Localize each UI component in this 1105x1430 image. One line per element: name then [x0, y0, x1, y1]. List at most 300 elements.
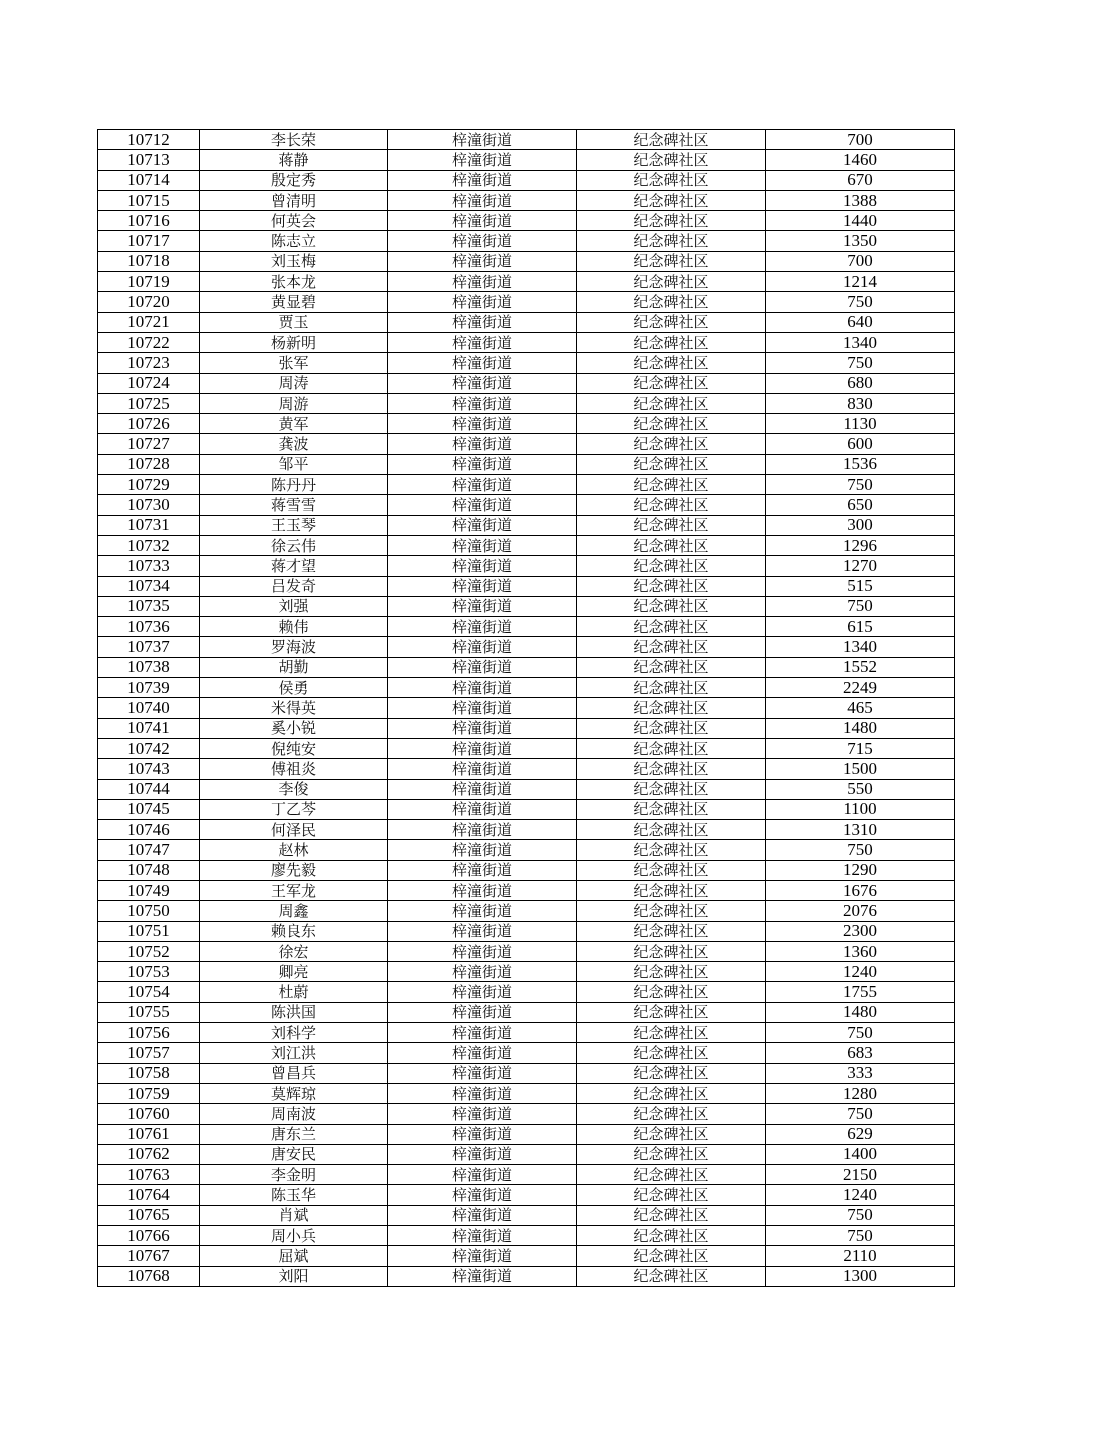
cell-community: 纪念碑社区: [577, 332, 766, 352]
cell-name: 张本龙: [200, 272, 388, 292]
cell-amount: 683: [766, 1043, 955, 1063]
cell-name: 王玉琴: [200, 515, 388, 535]
cell-street: 梓潼街道: [388, 211, 577, 231]
table-row: [98, 962, 955, 982]
cell-name: 徐云伟: [200, 535, 388, 555]
cell-street: 梓潼街道: [388, 962, 577, 982]
table-row: [98, 840, 955, 860]
cell-name: 刘强: [200, 596, 388, 616]
cell-name: 卿亮: [200, 962, 388, 982]
cell-community: 纪念碑社区: [577, 251, 766, 271]
cell-name: 蒋才望: [200, 556, 388, 576]
cell-id: 10767: [98, 1246, 200, 1266]
cell-street: 梓潼街道: [388, 738, 577, 758]
cell-community: 纪念碑社区: [577, 130, 766, 150]
cell-name: 黄军: [200, 414, 388, 434]
cell-community: 纪念碑社区: [577, 373, 766, 393]
cell-community: 纪念碑社区: [577, 820, 766, 840]
cell-community: 纪念碑社区: [577, 170, 766, 190]
cell-street: 梓潼街道: [388, 556, 577, 576]
cell-name: 陈丹丹: [200, 475, 388, 495]
cell-community: 纪念碑社区: [577, 414, 766, 434]
cell-name: 周游: [200, 393, 388, 413]
cell-amount: 1350: [766, 231, 955, 251]
cell-street: 梓潼街道: [388, 901, 577, 921]
cell-id: 10716: [98, 211, 200, 231]
cell-name: 刘科学: [200, 1023, 388, 1043]
cell-amount: 1340: [766, 637, 955, 657]
cell-id: 10722: [98, 332, 200, 352]
cell-name: 赖良东: [200, 921, 388, 941]
cell-amount: 1340: [766, 332, 955, 352]
cell-amount: 1296: [766, 535, 955, 555]
cell-community: 纪念碑社区: [577, 962, 766, 982]
cell-community: 纪念碑社区: [577, 698, 766, 718]
cell-name: 李长荣: [200, 130, 388, 150]
cell-name: 曾清明: [200, 190, 388, 210]
cell-community: 纪念碑社区: [577, 1246, 766, 1266]
cell-street: 梓潼街道: [388, 332, 577, 352]
cell-street: 梓潼街道: [388, 759, 577, 779]
cell-id: 10747: [98, 840, 200, 860]
cell-street: 梓潼街道: [388, 840, 577, 860]
cell-community: 纪念碑社区: [577, 1266, 766, 1286]
cell-community: 纪念碑社区: [577, 272, 766, 292]
cell-amount: 1552: [766, 657, 955, 677]
cell-community: 纪念碑社区: [577, 596, 766, 616]
table-row: [98, 860, 955, 880]
cell-street: 梓潼街道: [388, 495, 577, 515]
cell-amount: 1130: [766, 414, 955, 434]
cell-community: 纪念碑社区: [577, 678, 766, 698]
cell-street: 梓潼街道: [388, 1185, 577, 1205]
table-row: [98, 718, 955, 738]
cell-street: 梓潼街道: [388, 880, 577, 900]
cell-name: 莫辉琼: [200, 1083, 388, 1103]
cell-name: 杜蔚: [200, 982, 388, 1002]
table-row: [98, 475, 955, 495]
table-row: [98, 1104, 955, 1124]
table-row: [98, 211, 955, 231]
table-row: [98, 1083, 955, 1103]
cell-community: 纪念碑社区: [577, 799, 766, 819]
table-row: [98, 901, 955, 921]
cell-name: 李俊: [200, 779, 388, 799]
table-row: [98, 678, 955, 698]
cell-amount: 650: [766, 495, 955, 515]
cell-name: 杨新明: [200, 332, 388, 352]
cell-id: 10764: [98, 1185, 200, 1205]
cell-amount: 465: [766, 698, 955, 718]
cell-name: 米得英: [200, 698, 388, 718]
cell-id: 10762: [98, 1144, 200, 1164]
cell-name: 奚小锐: [200, 718, 388, 738]
cell-street: 梓潼街道: [388, 596, 577, 616]
table-row: [98, 190, 955, 210]
cell-amount: 1310: [766, 820, 955, 840]
cell-community: 纪念碑社区: [577, 718, 766, 738]
cell-name: 周南波: [200, 1104, 388, 1124]
cell-community: 纪念碑社区: [577, 454, 766, 474]
cell-amount: 1280: [766, 1083, 955, 1103]
table-row: [98, 393, 955, 413]
cell-amount: 1388: [766, 190, 955, 210]
cell-id: 10718: [98, 251, 200, 271]
cell-amount: 2150: [766, 1165, 955, 1185]
cell-name: 周涛: [200, 373, 388, 393]
cell-id: 10712: [98, 130, 200, 150]
cell-community: 纪念碑社区: [577, 860, 766, 880]
table-row: [98, 373, 955, 393]
cell-amount: 2300: [766, 921, 955, 941]
cell-id: 10748: [98, 860, 200, 880]
cell-amount: 600: [766, 434, 955, 454]
cell-name: 李金明: [200, 1165, 388, 1185]
cell-amount: 700: [766, 251, 955, 271]
cell-street: 梓潼街道: [388, 150, 577, 170]
cell-amount: 1240: [766, 962, 955, 982]
table-row: [98, 1043, 955, 1063]
cell-community: 纪念碑社区: [577, 535, 766, 555]
table-row: [98, 698, 955, 718]
table-row: [98, 921, 955, 941]
cell-community: 纪念碑社区: [577, 1144, 766, 1164]
cell-id: 10763: [98, 1165, 200, 1185]
cell-amount: 300: [766, 515, 955, 535]
cell-id: 10732: [98, 535, 200, 555]
data-table: [97, 129, 955, 1287]
cell-id: 10713: [98, 150, 200, 170]
cell-name: 赖伟: [200, 617, 388, 637]
cell-id: 10751: [98, 921, 200, 941]
cell-id: 10746: [98, 820, 200, 840]
cell-id: 10721: [98, 312, 200, 332]
cell-name: 吕发奇: [200, 576, 388, 596]
cell-id: 10733: [98, 556, 200, 576]
table-row: [98, 617, 955, 637]
cell-community: 纪念碑社区: [577, 495, 766, 515]
cell-name: 肖斌: [200, 1205, 388, 1225]
table-body: [98, 130, 955, 1287]
cell-amount: 1480: [766, 1002, 955, 1022]
cell-id: 10752: [98, 941, 200, 961]
cell-id: 10750: [98, 901, 200, 921]
cell-name: 曾昌兵: [200, 1063, 388, 1083]
cell-street: 梓潼街道: [388, 820, 577, 840]
cell-amount: 1500: [766, 759, 955, 779]
table-row: [98, 941, 955, 961]
cell-id: 10724: [98, 373, 200, 393]
table-row: [98, 292, 955, 312]
cell-id: 10727: [98, 434, 200, 454]
cell-amount: 1290: [766, 860, 955, 880]
cell-id: 10742: [98, 738, 200, 758]
cell-id: 10757: [98, 1043, 200, 1063]
cell-street: 梓潼街道: [388, 1124, 577, 1144]
table-row: [98, 130, 955, 150]
cell-community: 纪念碑社区: [577, 1185, 766, 1205]
cell-name: 傅祖炎: [200, 759, 388, 779]
cell-street: 梓潼街道: [388, 1063, 577, 1083]
table-row: [98, 576, 955, 596]
cell-name: 侯勇: [200, 678, 388, 698]
table-row: [98, 231, 955, 251]
table-row: [98, 1124, 955, 1144]
cell-community: 纪念碑社区: [577, 779, 766, 799]
table-row: [98, 515, 955, 535]
cell-community: 纪念碑社区: [577, 1124, 766, 1144]
cell-street: 梓潼街道: [388, 1002, 577, 1022]
cell-street: 梓潼街道: [388, 393, 577, 413]
cell-street: 梓潼街道: [388, 231, 577, 251]
cell-id: 10761: [98, 1124, 200, 1144]
cell-street: 梓潼街道: [388, 1043, 577, 1063]
cell-id: 10736: [98, 617, 200, 637]
cell-amount: 629: [766, 1124, 955, 1144]
cell-id: 10759: [98, 1083, 200, 1103]
cell-amount: 1480: [766, 718, 955, 738]
cell-name: 周鑫: [200, 901, 388, 921]
cell-name: 殷定秀: [200, 170, 388, 190]
cell-name: 罗海波: [200, 637, 388, 657]
table-row: [98, 1023, 955, 1043]
cell-community: 纪念碑社区: [577, 556, 766, 576]
cell-community: 纪念碑社区: [577, 1083, 766, 1103]
cell-community: 纪念碑社区: [577, 1023, 766, 1043]
cell-amount: 2076: [766, 901, 955, 921]
cell-community: 纪念碑社区: [577, 1043, 766, 1063]
cell-amount: 1270: [766, 556, 955, 576]
cell-id: 10714: [98, 170, 200, 190]
table-row: [98, 556, 955, 576]
cell-id: 10755: [98, 1002, 200, 1022]
cell-community: 纪念碑社区: [577, 475, 766, 495]
cell-id: 10726: [98, 414, 200, 434]
cell-street: 梓潼街道: [388, 312, 577, 332]
cell-name: 丁乙芩: [200, 799, 388, 819]
cell-community: 纪念碑社区: [577, 292, 766, 312]
cell-street: 梓潼街道: [388, 434, 577, 454]
table-row: [98, 657, 955, 677]
cell-street: 梓潼街道: [388, 637, 577, 657]
cell-community: 纪念碑社区: [577, 434, 766, 454]
table-row: [98, 535, 955, 555]
cell-id: 10758: [98, 1063, 200, 1083]
cell-name: 贾玉: [200, 312, 388, 332]
cell-street: 梓潼街道: [388, 941, 577, 961]
cell-name: 黄显碧: [200, 292, 388, 312]
cell-street: 梓潼街道: [388, 190, 577, 210]
cell-amount: 750: [766, 353, 955, 373]
cell-amount: 1360: [766, 941, 955, 961]
cell-community: 纪念碑社区: [577, 1205, 766, 1225]
cell-amount: 1300: [766, 1266, 955, 1286]
cell-name: 龚波: [200, 434, 388, 454]
cell-amount: 750: [766, 475, 955, 495]
table-row: [98, 272, 955, 292]
table-row: [98, 880, 955, 900]
cell-name: 徐宏: [200, 941, 388, 961]
cell-amount: 550: [766, 779, 955, 799]
table-row: [98, 637, 955, 657]
table-row: [98, 312, 955, 332]
cell-street: 梓潼街道: [388, 292, 577, 312]
cell-amount: 640: [766, 312, 955, 332]
table-row: [98, 251, 955, 271]
cell-amount: 750: [766, 596, 955, 616]
cell-amount: 750: [766, 1205, 955, 1225]
cell-community: 纪念碑社区: [577, 901, 766, 921]
cell-id: 10749: [98, 880, 200, 900]
cell-id: 10744: [98, 779, 200, 799]
cell-id: 10740: [98, 698, 200, 718]
cell-amount: 715: [766, 738, 955, 758]
cell-amount: 1676: [766, 880, 955, 900]
cell-street: 梓潼街道: [388, 353, 577, 373]
cell-id: 10743: [98, 759, 200, 779]
table-row: [98, 434, 955, 454]
cell-amount: 750: [766, 1226, 955, 1246]
cell-community: 纪念碑社区: [577, 840, 766, 860]
cell-street: 梓潼街道: [388, 1205, 577, 1225]
cell-id: 10720: [98, 292, 200, 312]
cell-street: 梓潼街道: [388, 657, 577, 677]
cell-community: 纪念碑社区: [577, 1104, 766, 1124]
table-row: [98, 495, 955, 515]
cell-community: 纪念碑社区: [577, 637, 766, 657]
table-row: [98, 1165, 955, 1185]
cell-amount: 1400: [766, 1144, 955, 1164]
table-row: [98, 1144, 955, 1164]
cell-amount: 700: [766, 130, 955, 150]
table-row: [98, 596, 955, 616]
cell-community: 纪念碑社区: [577, 738, 766, 758]
cell-amount: 750: [766, 840, 955, 860]
cell-community: 纪念碑社区: [577, 1002, 766, 1022]
cell-street: 梓潼街道: [388, 779, 577, 799]
cell-street: 梓潼街道: [388, 698, 577, 718]
cell-amount: 515: [766, 576, 955, 596]
cell-street: 梓潼街道: [388, 1165, 577, 1185]
cell-id: 10735: [98, 596, 200, 616]
cell-amount: 1536: [766, 454, 955, 474]
table-row: [98, 799, 955, 819]
cell-id: 10731: [98, 515, 200, 535]
cell-amount: 2110: [766, 1246, 955, 1266]
cell-street: 梓潼街道: [388, 1083, 577, 1103]
cell-name: 刘玉梅: [200, 251, 388, 271]
cell-community: 纪念碑社区: [577, 657, 766, 677]
table-row: [98, 1205, 955, 1225]
cell-name: 陈志立: [200, 231, 388, 251]
cell-name: 陈玉华: [200, 1185, 388, 1205]
table-row: [98, 414, 955, 434]
cell-name: 蒋雪雪: [200, 495, 388, 515]
cell-amount: 670: [766, 170, 955, 190]
cell-community: 纪念碑社区: [577, 921, 766, 941]
cell-amount: 750: [766, 1023, 955, 1043]
cell-amount: 1214: [766, 272, 955, 292]
cell-street: 梓潼街道: [388, 982, 577, 1002]
cell-community: 纪念碑社区: [577, 982, 766, 1002]
cell-street: 梓潼街道: [388, 535, 577, 555]
cell-name: 刘江洪: [200, 1043, 388, 1063]
cell-community: 纪念碑社区: [577, 312, 766, 332]
cell-community: 纪念碑社区: [577, 190, 766, 210]
cell-street: 梓潼街道: [388, 1144, 577, 1164]
cell-name: 屈斌: [200, 1246, 388, 1266]
cell-street: 梓潼街道: [388, 1246, 577, 1266]
cell-amount: 615: [766, 617, 955, 637]
table-row: [98, 738, 955, 758]
cell-amount: 1460: [766, 150, 955, 170]
cell-name: 陈洪国: [200, 1002, 388, 1022]
cell-id: 10739: [98, 678, 200, 698]
cell-street: 梓潼街道: [388, 718, 577, 738]
cell-id: 10737: [98, 637, 200, 657]
cell-street: 梓潼街道: [388, 617, 577, 637]
cell-community: 纪念碑社区: [577, 1063, 766, 1083]
cell-amount: 1755: [766, 982, 955, 1002]
cell-id: 10734: [98, 576, 200, 596]
cell-name: 何泽民: [200, 820, 388, 840]
cell-id: 10756: [98, 1023, 200, 1043]
cell-name: 刘阳: [200, 1266, 388, 1286]
cell-id: 10754: [98, 982, 200, 1002]
cell-amount: 750: [766, 1104, 955, 1124]
cell-id: 10738: [98, 657, 200, 677]
cell-community: 纪念碑社区: [577, 231, 766, 251]
table-row: [98, 1246, 955, 1266]
cell-community: 纪念碑社区: [577, 759, 766, 779]
cell-name: 唐东兰: [200, 1124, 388, 1144]
cell-amount: 750: [766, 292, 955, 312]
table-row: [98, 170, 955, 190]
cell-street: 梓潼街道: [388, 475, 577, 495]
cell-street: 梓潼街道: [388, 678, 577, 698]
cell-street: 梓潼街道: [388, 1023, 577, 1043]
cell-id: 10717: [98, 231, 200, 251]
cell-street: 梓潼街道: [388, 130, 577, 150]
cell-name: 王军龙: [200, 880, 388, 900]
table-row: [98, 759, 955, 779]
cell-id: 10723: [98, 353, 200, 373]
cell-community: 纪念碑社区: [577, 576, 766, 596]
cell-street: 梓潼街道: [388, 921, 577, 941]
cell-amount: 1100: [766, 799, 955, 819]
table-row: [98, 982, 955, 1002]
cell-name: 倪纯安: [200, 738, 388, 758]
cell-community: 纪念碑社区: [577, 515, 766, 535]
cell-community: 纪念碑社区: [577, 1165, 766, 1185]
cell-id: 10753: [98, 962, 200, 982]
cell-id: 10715: [98, 190, 200, 210]
cell-street: 梓潼街道: [388, 251, 577, 271]
cell-id: 10745: [98, 799, 200, 819]
cell-name: 蒋静: [200, 150, 388, 170]
cell-name: 邹平: [200, 454, 388, 474]
table-row: [98, 454, 955, 474]
cell-community: 纪念碑社区: [577, 150, 766, 170]
table-row: [98, 1002, 955, 1022]
cell-amount: 2249: [766, 678, 955, 698]
cell-name: 周小兵: [200, 1226, 388, 1246]
cell-street: 梓潼街道: [388, 515, 577, 535]
cell-name: 唐安民: [200, 1144, 388, 1164]
cell-street: 梓潼街道: [388, 799, 577, 819]
cell-community: 纪念碑社区: [577, 880, 766, 900]
cell-id: 10768: [98, 1266, 200, 1286]
